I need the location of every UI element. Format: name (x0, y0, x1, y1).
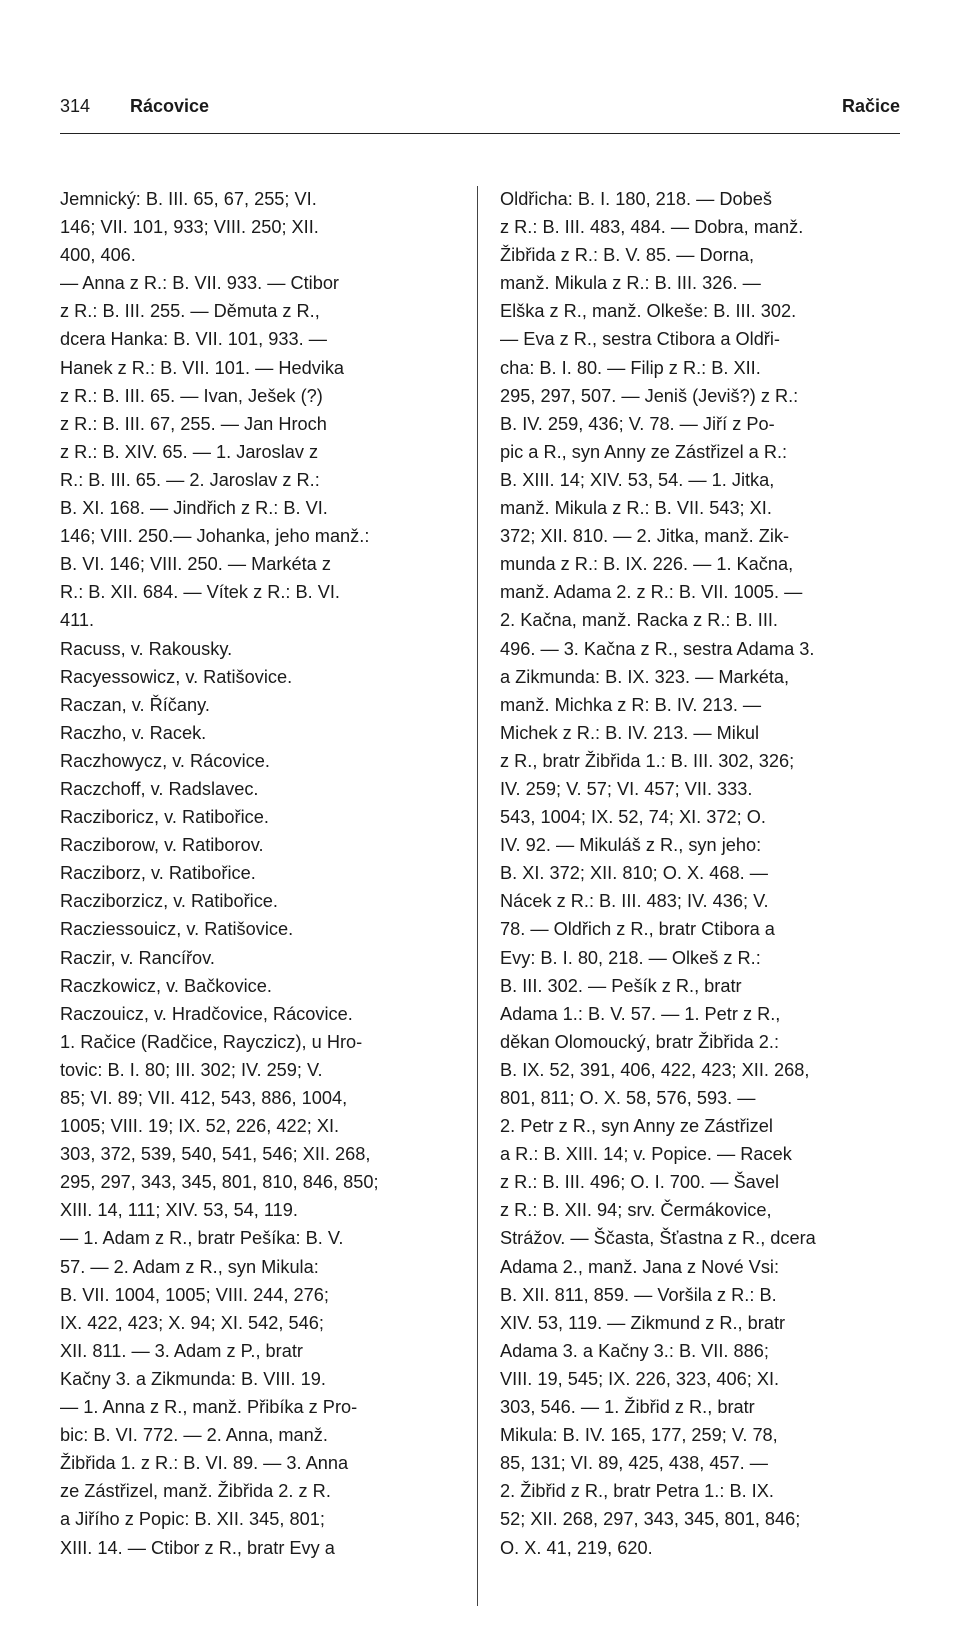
text-line: manž. Mikula z R.: B. VII. 543; XI. (500, 498, 772, 519)
text-line: z R.: B. III. 67, 255. — Jan Hroch (60, 413, 327, 434)
text-line: 496. — 3. Kačna z R., sestra Adama 3. (500, 638, 815, 659)
text-line: IX. 422, 423; X. 94; XI. 542, 546; (60, 1312, 324, 1333)
text-line: B. VI. 146; VIII. 250. — Markéta z (60, 554, 331, 575)
text-line: B. III. 302. — Pešík z R., bratr (500, 975, 742, 996)
text-line: 2. Kačna, manž. Racka z R.: B. III. (500, 610, 778, 631)
text-line: Raczan, v. Říčany. (60, 694, 210, 715)
text-line: Michek z R.: B. IV. 213. — Mikul (500, 722, 760, 743)
text-line: 1005; VIII. 19; IX. 52, 226, 422; XI. (60, 1116, 340, 1137)
left-column (60, 185, 436, 1562)
text-line: Jemnický: B. III. 65, 67, 255; VI. (60, 189, 317, 209)
text-line: z R.: B. XIV. 65. — 1. Jaroslav z (60, 441, 319, 462)
text-line: z R.: B. III. 496; O. I. 700. — Šavel (500, 1172, 779, 1193)
text-line: 146; VIII. 250.— Johanka, jeho manž.: (60, 526, 370, 547)
text-line: ze Zástřizel, manž. Žibřida 2. z R. (60, 1481, 331, 1502)
text-line: pic a R., syn Anny ze Zástřizel a R.: (500, 441, 788, 462)
text-line: Oldřicha: B. I. 180, 218. — Dobeš (500, 189, 772, 209)
text-line: Žibřida z R.: B. V. 85. — Dorna, (500, 245, 755, 266)
column-divider (477, 186, 478, 1606)
text-line: Racziborz, v. Ratibořice. (60, 863, 256, 884)
text-line: R.: B. III. 65. — 2. Jaroslav z R.: (60, 469, 320, 490)
text-line: z R.: B. III. 65. — Ivan, Ješek (?) (60, 385, 323, 406)
text-line: VIII. 19, 545; IX. 226, 323, 406; XI. (500, 1368, 780, 1389)
text-line: manž. Michka z R: B. IV. 213. — (500, 694, 762, 715)
text-line: dcera Hanka: B. VII. 101, 933. — (60, 329, 327, 350)
text-line: 295, 297, 343, 345, 801, 810, 846, 850; (60, 1172, 379, 1193)
text-line: Mikula: B. IV. 165, 177, 259; V. 78, (500, 1425, 778, 1446)
text-line: Žibřida 1. z R.: B. VI. 89. — 3. Anna (60, 1453, 349, 1474)
text-line: děkan Olomoucký, bratr Žibřida 2.: (500, 1031, 779, 1052)
text-line: 303, 372, 539, 540, 541, 546; XII. 268, (60, 1144, 371, 1165)
text-line: XIV. 53, 119. — Zikmund z R., bratr (500, 1312, 786, 1333)
text-line: munda z R.: B. IX. 226. — 1. Kačna, (500, 554, 794, 575)
text-line: — 1. Adam z R., bratr Pešíka: B. V. (60, 1228, 344, 1249)
text-line: Racziboricz, v. Ratibořice. (60, 807, 269, 828)
text-line: 801, 811; O. X. 58, 576, 593. — (500, 1088, 756, 1108)
text-line: 400, 406. (60, 245, 136, 266)
text-line: 52; XII. 268, 297, 343, 345, 801, 846; (500, 1509, 801, 1530)
text-line: 411. (60, 610, 95, 631)
text-line: 85, 131; VI. 89, 425, 438, 457. — (500, 1453, 768, 1474)
text-line: O. X. 41, 219, 620. (500, 1537, 653, 1558)
text-line: Raczhowycz, v. Rácovice. (60, 750, 270, 771)
text-line: Racziborow, v. Ratiborov. (60, 835, 264, 856)
text-line: Strážov. — Ščasta, Šťastna z R., dcera (500, 1228, 816, 1249)
text-line: tovic: B. I. 80; III. 302; IV. 259; V. (60, 1059, 323, 1080)
text-line: XII. 811. — 3. Adam z P., bratr (60, 1340, 303, 1361)
text-line: Racuss, v. Rakousky. (60, 638, 233, 659)
text-line: R.: B. XII. 684. — Vítek z R.: B. VI. (60, 582, 340, 603)
text-line: a Jiřího z Popic: B. XII. 345, 801; (60, 1509, 325, 1530)
text-line: 2. Žibřid z R., bratr Petra 1.: B. IX. (500, 1481, 774, 1502)
text-line: z R., bratr Žibřida 1.: B. III. 302, 326; (500, 750, 795, 771)
text-line: B. XIII. 14; XIV. 53, 54. — 1. Jitka, (500, 469, 775, 490)
text-line: B. XI. 372; XII. 810; O. X. 468. — (500, 863, 768, 884)
text-line: Kačny 3. a Zikmunda: B. VIII. 19. (60, 1368, 326, 1389)
text-line: B. VII. 1004, 1005; VIII. 244, 276; (60, 1284, 329, 1305)
text-line: Hanek z R.: B. VII. 101. — Hedvika (60, 357, 345, 378)
right-column (500, 185, 876, 1562)
text-line: IV. 259; V. 57; VI. 457; VII. 333. (500, 778, 753, 799)
text-line: Raczouicz, v. Hradčovice, Rácovice. (60, 1003, 353, 1024)
page-header (60, 96, 900, 126)
text-line: 372; XII. 810. — 2. Jitka, manž. Zik- (500, 526, 790, 547)
text-line: B. XI. 168. — Jindřich z R.: B. VI. (60, 498, 328, 519)
text-line: 2. Petr z R., syn Anny ze Zástřizel (500, 1116, 773, 1137)
text-line: B. IV. 259, 436; V. 78. — Jiří z Po- (500, 413, 775, 434)
text-line: XIII. 14, 111; XIV. 53, 54, 119. (60, 1200, 298, 1221)
text-line: B. IX. 52, 391, 406, 422, 423; XII. 268, (500, 1059, 810, 1080)
text-line: 85; VI. 89; VII. 412, 543, 886, 1004, (60, 1088, 348, 1108)
text-line: Evy: B. I. 80, 218. — Olkeš z R.: (500, 947, 761, 968)
text-line: 78. — Oldřich z R., bratr Ctibora a (500, 919, 775, 940)
text-line: 146; VII. 101, 933; VIII. 250; XII. (60, 217, 319, 238)
page-number: 314 (60, 96, 91, 116)
text-line: 295, 297, 507. — Jeniš (Jeviš?) z R.: (500, 385, 799, 406)
text-line: 303, 546. — 1. Žibřid z R., bratr (500, 1397, 755, 1418)
text-line: 57. — 2. Adam z R., syn Mikula: (60, 1256, 319, 1277)
text-line: z R.: B. XII. 94; srv. Čermákovice, (500, 1200, 772, 1221)
text-line: — Anna z R.: B. VII. 933. — Ctibor (60, 273, 339, 294)
text-line: manž. Adama 2. z R.: B. VII. 1005. — (500, 582, 803, 603)
text-line: Raczchoff, v. Radslavec. (60, 778, 259, 799)
text-line: Racziborzicz, v. Ratibořice. (60, 891, 278, 912)
text-line: — Eva z R., sestra Ctibora a Oldři- (500, 329, 780, 350)
text-line: Racziessouicz, v. Ratišovice. (60, 919, 294, 940)
text-line: bic: B. VI. 772. — 2. Anna, manž. (60, 1425, 328, 1446)
text-line: — 1. Anna z R., manž. Přibíka z Pro- (60, 1397, 358, 1418)
text-line: z R.: B. III. 483, 484. — Dobra, manž. (500, 217, 804, 238)
text-line: Adama 2., manž. Jana z Nové Vsi: (500, 1256, 780, 1277)
text-line: IV. 92. — Mikuláš z R., syn jeho: (500, 835, 762, 856)
running-title-left: Rácovice (130, 96, 210, 116)
text-line: a Zikmunda: B. IX. 323. — Markéta, (500, 666, 790, 687)
text-line: B. XII. 811, 859. — Voršila z R.: B. (500, 1284, 777, 1305)
text-line: a R.: B. XIII. 14; v. Popice. — Racek (500, 1144, 792, 1165)
text-line: XIII. 14. — Ctibor z R., bratr Evy a (60, 1537, 335, 1558)
text-line: Elška z R., manž. Olkeše: B. III. 302. (500, 301, 797, 322)
text-line: manž. Mikula z R.: B. III. 326. — (500, 273, 761, 294)
text-line: Raczho, v. Racek. (60, 722, 207, 743)
text-line: Adama 3. a Kačny 3.: B. VII. 886; (500, 1340, 769, 1361)
header-rule (60, 133, 900, 134)
text-line: cha: B. I. 80. — Filip z R.: B. XII. (500, 357, 761, 378)
running-title-right: Račice (841, 96, 900, 116)
text-line: z R.: B. III. 255. — Děmuta z R., (60, 301, 320, 322)
text-line: Nácek z R.: B. III. 483; IV. 436; V. (500, 891, 769, 912)
text-line: Racyessowicz, v. Ratišovice. (60, 666, 293, 687)
text-line: 543, 1004; IX. 52, 74; XI. 372; O. (500, 807, 766, 828)
text-line: Raczir, v. Rancířov. (60, 947, 215, 968)
text-line: Adama 1.: B. V. 57. — 1. Petr z R., (500, 1003, 781, 1024)
text-line: Raczkowicz, v. Bačkovice. (60, 975, 272, 996)
text-line: 1. Račice (Radčice, Rayczicz), u Hro- (60, 1031, 363, 1052)
